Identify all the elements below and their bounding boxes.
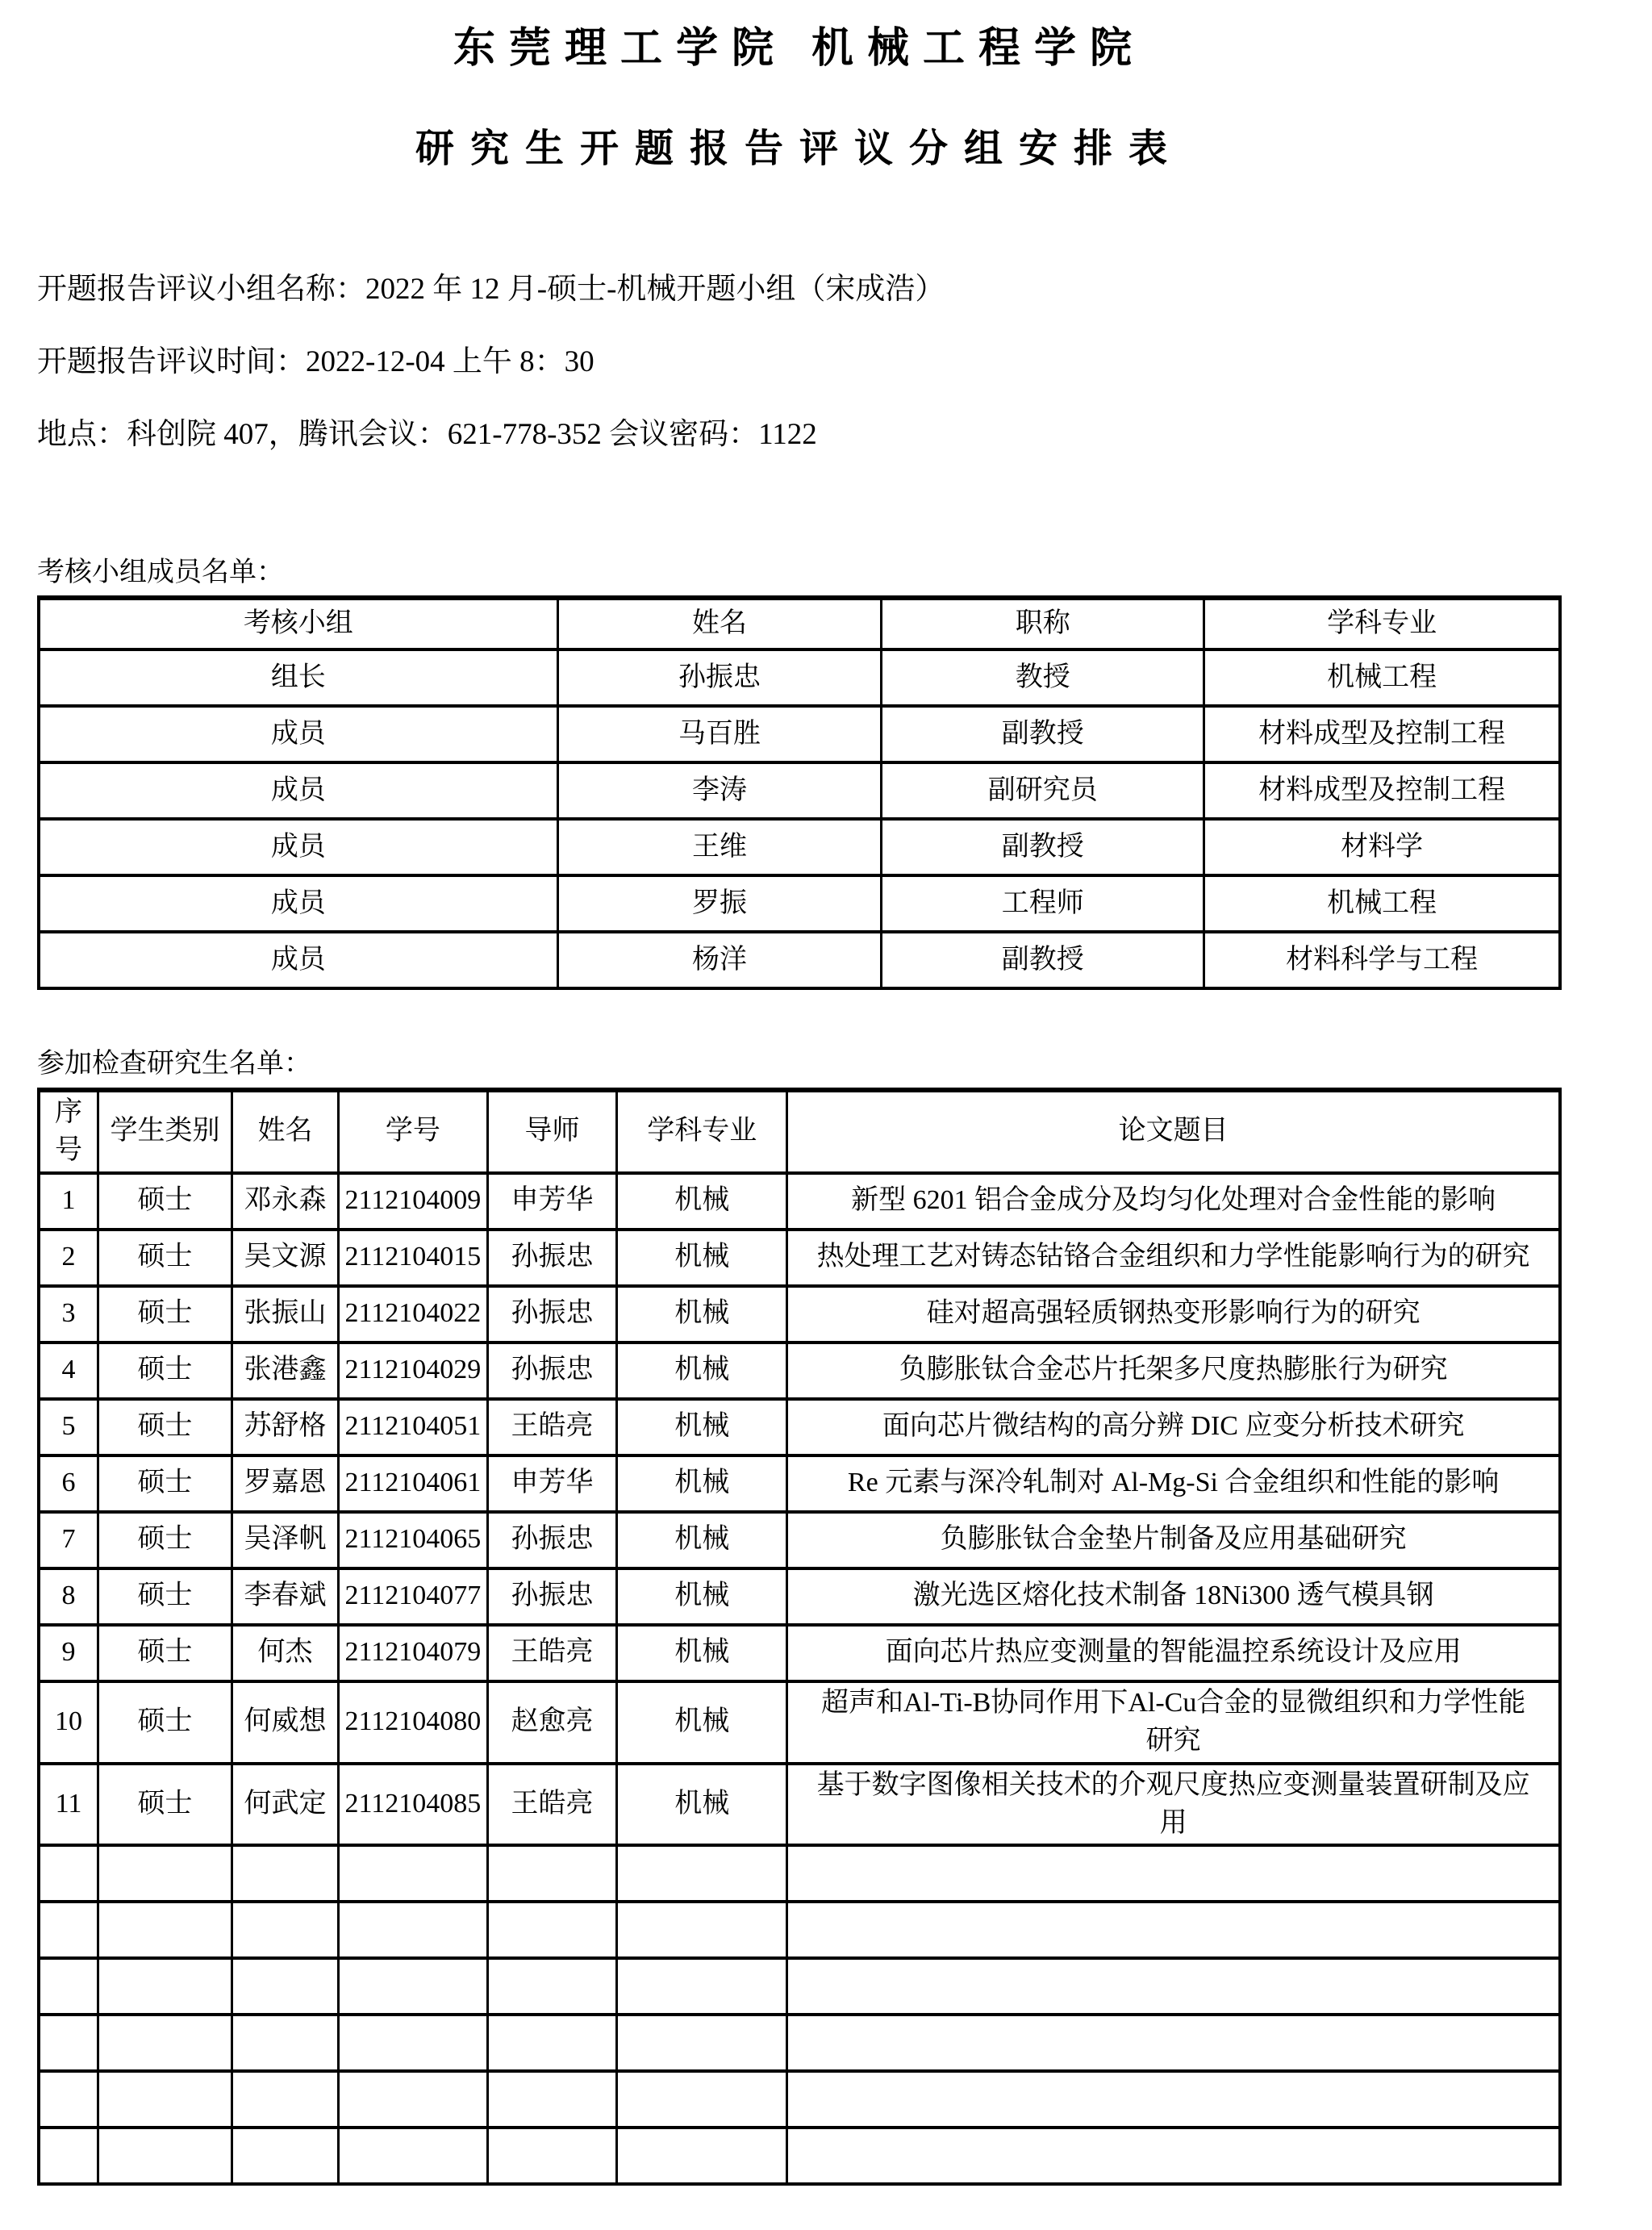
student-category: 硕士 bbox=[98, 1625, 232, 1681]
committee-header-cell: 考核小组 bbox=[39, 598, 557, 649]
students-header-cell: 序号 bbox=[39, 1090, 98, 1173]
student-id: 2112104085 bbox=[339, 1764, 488, 1846]
student-name: 张振山 bbox=[232, 1286, 339, 1343]
student-advisor: 孙振忠 bbox=[487, 1568, 616, 1625]
empty-cell bbox=[617, 1845, 787, 1902]
empty-cell bbox=[787, 2128, 1560, 2184]
empty-cell bbox=[617, 2128, 787, 2184]
committee-row bbox=[39, 932, 1560, 988]
student-category: 硕士 bbox=[98, 1681, 232, 1764]
thesis-title: 硅对超高强轻质钢热变形影响行为的研究 bbox=[787, 1286, 1560, 1343]
member-role: 成员 bbox=[39, 819, 557, 875]
member-role: 成员 bbox=[39, 875, 557, 932]
member-name: 杨洋 bbox=[557, 932, 882, 988]
member-major: 材料成型及控制工程 bbox=[1204, 762, 1560, 819]
member-role: 成员 bbox=[39, 762, 557, 819]
student-id: 2112104029 bbox=[339, 1343, 488, 1399]
committee-table bbox=[37, 595, 1562, 990]
thesis-title: 负膨胀钛合金芯片托架多尺度热膨胀行为研究 bbox=[787, 1343, 1560, 1399]
member-role: 成员 bbox=[39, 932, 557, 988]
thesis-title: 面向芯片微结构的高分辨 DIC 应变分析技术研究 bbox=[787, 1399, 1560, 1455]
student-name: 李春斌 bbox=[232, 1568, 339, 1625]
student-category: 硕士 bbox=[98, 1343, 232, 1399]
member-major: 机械工程 bbox=[1204, 649, 1560, 706]
student-id: 2112104015 bbox=[339, 1230, 488, 1286]
student-name: 邓永森 bbox=[232, 1173, 339, 1230]
student-index: 6 bbox=[39, 1455, 98, 1512]
student-id: 2112104065 bbox=[339, 1512, 488, 1568]
member-title: 教授 bbox=[882, 649, 1204, 706]
students-table bbox=[37, 1088, 1562, 2186]
student-name: 张港鑫 bbox=[232, 1343, 339, 1399]
committee-row bbox=[39, 875, 1560, 932]
empty-cell bbox=[787, 1845, 1560, 1902]
empty-cell bbox=[98, 2071, 232, 2128]
member-title: 副研究员 bbox=[882, 762, 1204, 819]
empty-cell bbox=[98, 2128, 232, 2184]
thesis-title: 新型 6201 铝合金成分及均匀化处理对合金性能的影响 bbox=[787, 1173, 1560, 1230]
student-row bbox=[39, 1343, 1560, 1399]
member-title: 工程师 bbox=[882, 875, 1204, 932]
empty-cell bbox=[232, 2071, 339, 2128]
committee-header-cell: 姓名 bbox=[557, 598, 882, 649]
student-row bbox=[39, 1764, 1560, 1846]
student-name: 何杰 bbox=[232, 1625, 339, 1681]
empty-cell bbox=[39, 1902, 98, 1958]
student-major: 机械 bbox=[617, 1286, 787, 1343]
student-row bbox=[39, 1455, 1560, 1512]
thesis-title: Re 元素与深冷轧制对 Al-Mg-Si 合金组织和性能的影响 bbox=[787, 1455, 1560, 1512]
student-id: 2112104080 bbox=[339, 1681, 488, 1764]
empty-cell bbox=[339, 2015, 488, 2071]
member-name: 罗振 bbox=[557, 875, 882, 932]
member-name: 孙振忠 bbox=[557, 649, 882, 706]
student-major: 机械 bbox=[617, 1681, 787, 1764]
empty-cell bbox=[232, 1958, 339, 2015]
student-category: 硕士 bbox=[98, 1399, 232, 1455]
student-index: 9 bbox=[39, 1625, 98, 1681]
student-row bbox=[39, 1230, 1560, 1286]
student-row bbox=[39, 1681, 1560, 1764]
student-advisor: 孙振忠 bbox=[487, 1512, 616, 1568]
student-id: 2112104051 bbox=[339, 1399, 488, 1455]
empty-cell bbox=[487, 2128, 616, 2184]
student-major: 机械 bbox=[617, 1230, 787, 1286]
empty-cell bbox=[487, 1958, 616, 2015]
empty-cell bbox=[487, 2015, 616, 2071]
student-index: 8 bbox=[39, 1568, 98, 1625]
empty-cell bbox=[487, 1845, 616, 1902]
students-header-cell: 学科专业 bbox=[617, 1090, 787, 1173]
student-index: 2 bbox=[39, 1230, 98, 1286]
student-major: 机械 bbox=[617, 1764, 787, 1846]
student-major: 机械 bbox=[617, 1568, 787, 1625]
empty-row bbox=[39, 1902, 1560, 1958]
empty-cell bbox=[339, 1902, 488, 1958]
student-advisor: 申芳华 bbox=[487, 1173, 616, 1230]
student-advisor: 王皓亮 bbox=[487, 1764, 616, 1846]
empty-cell bbox=[39, 2015, 98, 2071]
empty-cell bbox=[339, 1958, 488, 2015]
thesis-title: 基于数字图像相关技术的介观尺度热应变测量装置研制及应用 bbox=[787, 1764, 1560, 1846]
member-major: 机械工程 bbox=[1204, 875, 1560, 932]
committee-row bbox=[39, 706, 1560, 762]
empty-cell bbox=[39, 2128, 98, 2184]
student-category: 硕士 bbox=[98, 1286, 232, 1343]
empty-cell bbox=[232, 1902, 339, 1958]
member-name: 李涛 bbox=[557, 762, 882, 819]
committee-row bbox=[39, 762, 1560, 819]
empty-cell bbox=[39, 2071, 98, 2128]
student-major: 机械 bbox=[617, 1512, 787, 1568]
students-header-cell: 论文题目 bbox=[787, 1090, 1560, 1173]
info-line-location: 地点：科创院 407，腾讯会议：621-778-352 会议密码：1122 bbox=[37, 418, 817, 451]
document-page bbox=[0, 21, 1652, 2230]
empty-row bbox=[39, 2071, 1560, 2128]
committee-header-cell: 学科专业 bbox=[1204, 598, 1560, 649]
committee-table-body bbox=[39, 649, 1560, 988]
empty-row bbox=[39, 2015, 1560, 2071]
member-major: 材料科学与工程 bbox=[1204, 932, 1560, 988]
page-title: 东莞理工学院 机械工程学院 bbox=[453, 26, 1145, 72]
student-category: 硕士 bbox=[98, 1173, 232, 1230]
student-index: 11 bbox=[39, 1764, 98, 1846]
member-title: 副教授 bbox=[882, 819, 1204, 875]
student-major: 机械 bbox=[617, 1455, 787, 1512]
committee-header-cell: 职称 bbox=[882, 598, 1204, 649]
empty-cell bbox=[617, 1902, 787, 1958]
empty-cell bbox=[98, 2015, 232, 2071]
student-row bbox=[39, 1173, 1560, 1230]
student-advisor: 赵愈亮 bbox=[487, 1681, 616, 1764]
empty-cell bbox=[787, 1958, 1560, 2015]
students-header-cell: 学号 bbox=[339, 1090, 488, 1173]
student-major: 机械 bbox=[617, 1399, 787, 1455]
empty-cell bbox=[39, 1958, 98, 2015]
empty-row bbox=[39, 1845, 1560, 1902]
member-major: 材料学 bbox=[1204, 819, 1560, 875]
student-major: 机械 bbox=[617, 1343, 787, 1399]
student-index: 5 bbox=[39, 1399, 98, 1455]
student-index: 7 bbox=[39, 1512, 98, 1568]
member-title: 副教授 bbox=[882, 932, 1204, 988]
student-row bbox=[39, 1625, 1560, 1681]
empty-cell bbox=[487, 2071, 616, 2128]
member-title: 副教授 bbox=[882, 706, 1204, 762]
student-name: 苏舒格 bbox=[232, 1399, 339, 1455]
student-name: 何威想 bbox=[232, 1681, 339, 1764]
empty-cell bbox=[339, 2128, 488, 2184]
empty-cell bbox=[339, 1845, 488, 1902]
student-advisor: 孙振忠 bbox=[487, 1343, 616, 1399]
page-subtitle: 研究生开题报告评议分组安排表 bbox=[415, 127, 1183, 170]
member-major: 材料成型及控制工程 bbox=[1204, 706, 1560, 762]
empty-cell bbox=[617, 1958, 787, 2015]
thesis-title: 超声和Al-Ti-B协同作用下Al-Cu合金的显微组织和力学性能研究 bbox=[787, 1681, 1560, 1764]
empty-cell bbox=[617, 2015, 787, 2071]
empty-cell bbox=[39, 1845, 98, 1902]
committee-row bbox=[39, 649, 1560, 706]
student-name: 罗嘉恩 bbox=[232, 1455, 339, 1512]
student-index: 10 bbox=[39, 1681, 98, 1764]
empty-row bbox=[39, 2128, 1560, 2184]
student-category: 硕士 bbox=[98, 1455, 232, 1512]
empty-cell bbox=[787, 1902, 1560, 1958]
student-category: 硕士 bbox=[98, 1512, 232, 1568]
students-header-cell: 姓名 bbox=[232, 1090, 339, 1173]
student-major: 机械 bbox=[617, 1173, 787, 1230]
students-section-label: 参加检查研究生名单： bbox=[37, 1049, 311, 1079]
empty-cell bbox=[339, 2071, 488, 2128]
empty-cell bbox=[98, 1845, 232, 1902]
student-name: 何武定 bbox=[232, 1764, 339, 1846]
thesis-title: 激光选区熔化技术制备 18Ni300 透气模具钢 bbox=[787, 1568, 1560, 1625]
empty-cell bbox=[787, 2071, 1560, 2128]
empty-cell bbox=[232, 2128, 339, 2184]
student-category: 硕士 bbox=[98, 1764, 232, 1846]
student-advisor: 王皓亮 bbox=[487, 1625, 616, 1681]
students-header-cell: 学生类别 bbox=[98, 1090, 232, 1173]
student-name: 吴泽帆 bbox=[232, 1512, 339, 1568]
students-table-body bbox=[39, 1173, 1560, 2185]
committee-header-row bbox=[39, 598, 1560, 649]
student-row bbox=[39, 1512, 1560, 1568]
student-row bbox=[39, 1286, 1560, 1343]
student-index: 1 bbox=[39, 1173, 98, 1230]
empty-cell bbox=[617, 2071, 787, 2128]
student-index: 4 bbox=[39, 1343, 98, 1399]
student-advisor: 孙振忠 bbox=[487, 1230, 616, 1286]
empty-row bbox=[39, 1958, 1560, 2015]
student-row bbox=[39, 1568, 1560, 1625]
empty-cell bbox=[787, 2015, 1560, 2071]
empty-cell bbox=[98, 1958, 232, 2015]
member-role: 成员 bbox=[39, 706, 557, 762]
student-row bbox=[39, 1399, 1560, 1455]
student-id: 2112104077 bbox=[339, 1568, 488, 1625]
student-category: 硕士 bbox=[98, 1568, 232, 1625]
student-id: 2112104079 bbox=[339, 1625, 488, 1681]
empty-cell bbox=[232, 2015, 339, 2071]
student-id: 2112104009 bbox=[339, 1173, 488, 1230]
member-role: 组长 bbox=[39, 649, 557, 706]
empty-cell bbox=[98, 1902, 232, 1958]
member-name: 王维 bbox=[557, 819, 882, 875]
student-id: 2112104022 bbox=[339, 1286, 488, 1343]
info-line-review-time: 开题报告评议时间：2022-12-04 上午 8：30 bbox=[37, 345, 594, 378]
committee-section-label: 考核小组成员名单： bbox=[37, 558, 284, 587]
student-advisor: 申芳华 bbox=[487, 1455, 616, 1512]
thesis-title: 热处理工艺对铸态钴铬合金组织和力学性能影响行为的研究 bbox=[787, 1230, 1560, 1286]
students-header-cell: 导师 bbox=[487, 1090, 616, 1173]
thesis-title: 面向芯片热应变测量的智能温控系统设计及应用 bbox=[787, 1625, 1560, 1681]
student-id: 2112104061 bbox=[339, 1455, 488, 1512]
info-line-group-name: 开题报告评议小组名称：2022 年 12 月-硕士-机械开题小组（宋成浩） bbox=[37, 273, 945, 306]
member-name: 马百胜 bbox=[557, 706, 882, 762]
student-advisor: 孙振忠 bbox=[487, 1286, 616, 1343]
empty-cell bbox=[487, 1902, 616, 1958]
student-advisor: 王皓亮 bbox=[487, 1399, 616, 1455]
student-index: 3 bbox=[39, 1286, 98, 1343]
student-major: 机械 bbox=[617, 1625, 787, 1681]
empty-cell bbox=[232, 1845, 339, 1902]
student-category: 硕士 bbox=[98, 1230, 232, 1286]
student-name: 吴文源 bbox=[232, 1230, 339, 1286]
students-header-row bbox=[39, 1090, 1560, 1173]
thesis-title: 负膨胀钛合金垫片制备及应用基础研究 bbox=[787, 1512, 1560, 1568]
committee-row bbox=[39, 819, 1560, 875]
